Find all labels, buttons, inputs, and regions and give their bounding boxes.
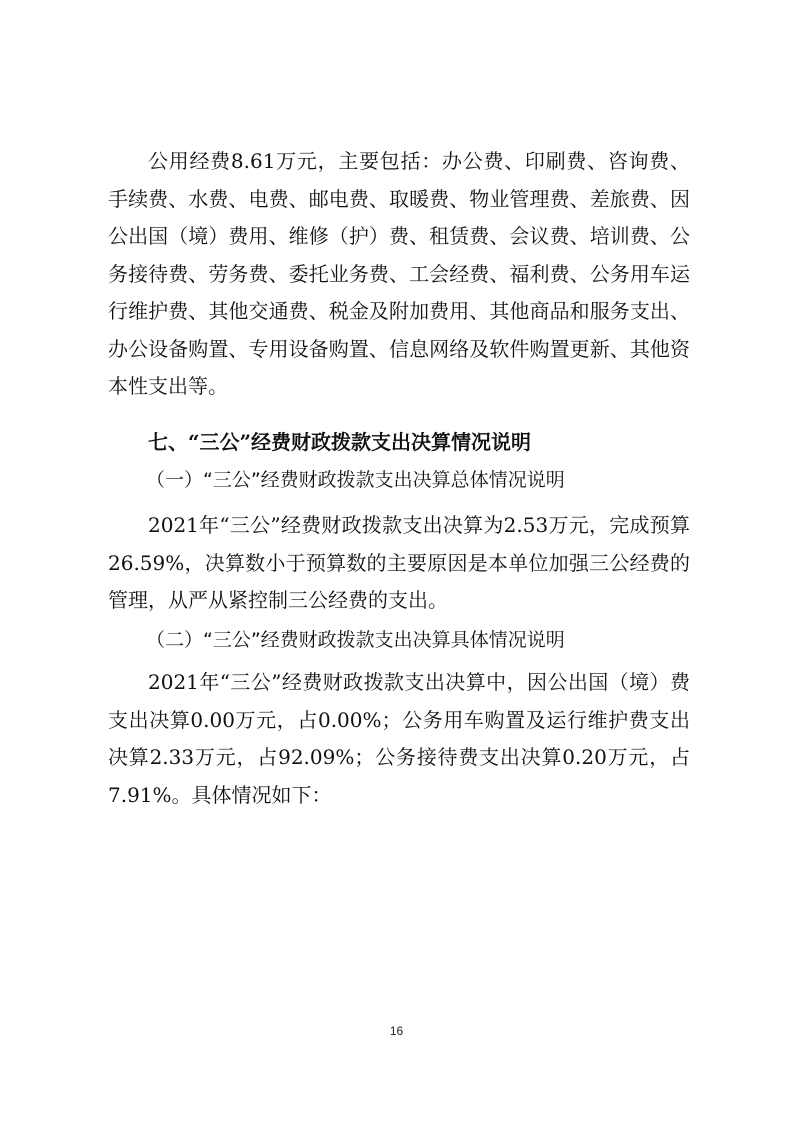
section-heading: 七、“三公”经费财政拨款支出决算情况说明 — [148, 430, 532, 454]
subsection-1-body: 2021年“三公”经费财政拨款支出决算为2.53万元，完成预算26.59%，决算数小于预算数的主要原因是本单位加强三公经费的管理，从严从紧控制三公经费的支出。 — [108, 513, 690, 612]
public-funds-paragraph: 公用经费8.61万元，主要包括：办公费、印刷费、咨询费、手续费、水费、电费、邮电费、取暖费、物业管理费、差旅费、因公出国（境）费用、维修（护）费、租赁费、会议费、培训费、公务接待费、劳务费、委托业务费、工会经费、福利费、公务用车运行维护费、其他交通费、税金及附加费用、其他商品和服务支出、办公设备购置、专用设备购置、信息网络及软件购置更新、其他资本性支出等。 — [108, 149, 690, 398]
subsection-2-body: 2021年“三公”经费财政拨款支出决算中，因公出国（境）费支出决算0.00万元，占0.00%；公务用车购置及运行维护费支出决算2.33万元，占92.09%；公务接待费支出决算0.20万元，占7.91%。具体情况如下： — [108, 670, 690, 807]
page-number: 16 — [389, 1024, 404, 1038]
subsection-2-title: （二）“三公”经费财政拨款支出决算具体情况说明 — [146, 629, 565, 651]
subsection-1-title: （一）“三公”经费财政拨款支出决算总体情况说明 — [146, 469, 565, 491]
